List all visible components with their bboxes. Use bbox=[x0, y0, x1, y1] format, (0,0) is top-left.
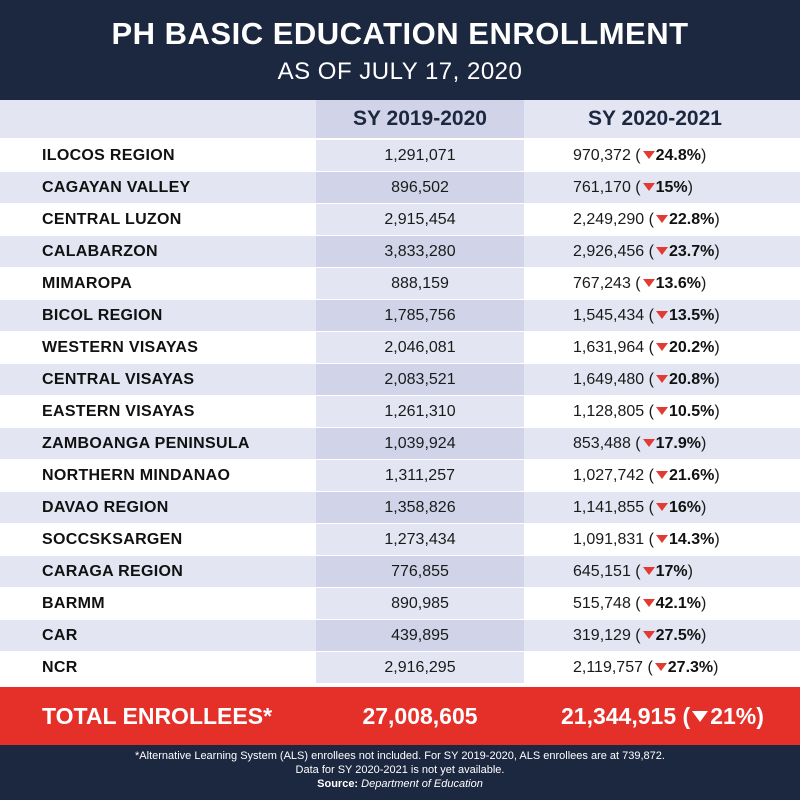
sy2-value: 2,249,290 bbox=[573, 211, 645, 228]
region-name: NCR bbox=[42, 659, 78, 676]
region-name: BARMM bbox=[42, 595, 105, 612]
region-name: DAVAO REGION bbox=[42, 499, 169, 516]
enrollment-sy-2019-2020: 1,273,434 bbox=[384, 531, 456, 548]
percent-change: 14.3% bbox=[668, 531, 715, 548]
total-row bbox=[0, 687, 800, 745]
header-banner bbox=[0, 0, 800, 100]
table-row bbox=[0, 204, 800, 235]
table-row bbox=[0, 396, 800, 427]
percent-change: 27.3% bbox=[667, 659, 714, 676]
percent-change: 17.9% bbox=[655, 435, 701, 452]
enrollment-sy-2020-2021: 2,926,456 ( 23.7%) bbox=[573, 243, 720, 260]
region-name: CENTRAL LUZON bbox=[42, 211, 182, 228]
region-name: CARAGA REGION bbox=[42, 563, 184, 580]
footnote-line-1: *Alternative Learning System (ALS) enrollees not included. For SY 2019-2020, ALS enrollees are at 739,872. bbox=[135, 750, 665, 762]
region-name: ZAMBOANGA PENINSULA bbox=[42, 435, 250, 452]
region-name: CENTRAL VISAYAS bbox=[42, 371, 195, 388]
enrollment-sy-2019-2020: 439,895 bbox=[391, 627, 449, 644]
down-triangle-icon bbox=[692, 711, 708, 722]
percent-change: 15% bbox=[655, 179, 688, 196]
sy2-value: 2,119,757 bbox=[573, 659, 643, 676]
percent-change: 17% bbox=[655, 563, 688, 580]
sy2-value: 1,027,742 bbox=[573, 467, 645, 484]
percent-change: 10.5% bbox=[668, 403, 715, 420]
sy2-value: 853,488 bbox=[573, 435, 631, 452]
enrollment-sy-2019-2020: 896,502 bbox=[391, 179, 449, 196]
down-triangle-icon bbox=[643, 599, 655, 607]
enrollment-sy-2019-2020: 1,261,310 bbox=[384, 403, 456, 420]
sy2-value: 1,141,855 bbox=[573, 499, 645, 516]
total-change: 21% bbox=[710, 703, 757, 729]
region-name: CALABARZON bbox=[42, 243, 158, 260]
enrollment-sy-2019-2020: 1,311,257 bbox=[385, 467, 455, 484]
table-row bbox=[0, 140, 800, 171]
column-header-sy-2019-2020: SY 2019-2020 bbox=[353, 107, 487, 130]
table-row bbox=[0, 428, 800, 459]
sy2-value: 515,748 bbox=[573, 595, 631, 612]
enrollment-sy-2020-2021: 1,141,855 ( 16%) bbox=[573, 499, 707, 516]
enrollment-sy-2020-2021: 1,545,434 ( 13.5%) bbox=[573, 307, 720, 324]
enrollment-sy-2019-2020: 890,985 bbox=[391, 595, 449, 612]
enrollment-sy-2020-2021: 970,372 ( 24.8%) bbox=[573, 147, 707, 164]
enrollment-sy-2020-2021: 645,151 ( 17%) bbox=[573, 563, 693, 580]
enrollment-sy-2019-2020: 1,785,756 bbox=[384, 307, 456, 324]
percent-change: 23.7% bbox=[668, 243, 715, 260]
enrollment-sy-2020-2021: 767,243 ( 13.6%) bbox=[573, 275, 707, 292]
table-row bbox=[0, 556, 800, 587]
sy2-value: 1,128,805 bbox=[573, 403, 645, 420]
down-triangle-icon bbox=[656, 215, 668, 223]
region-name: BICOL REGION bbox=[42, 307, 163, 324]
down-triangle-icon bbox=[643, 183, 655, 191]
percent-change: 16% bbox=[668, 499, 701, 516]
enrollment-sy-2019-2020: 888,159 bbox=[391, 275, 449, 292]
region-name: SOCCSKSARGEN bbox=[42, 531, 183, 548]
enrollment-sy-2020-2021: 1,128,805 ( 10.5%) bbox=[573, 403, 720, 420]
total-sy-2019-2020: 27,008,605 bbox=[362, 703, 478, 729]
percent-change: 42.1% bbox=[655, 595, 701, 612]
enrollment-sy-2020-2021: 1,649,480 ( 20.8%) bbox=[573, 371, 720, 388]
enrollment-sy-2019-2020: 1,291,071 bbox=[384, 147, 456, 164]
enrollment-sy-2020-2021: 515,748 ( 42.1%) bbox=[573, 595, 707, 612]
total-sy2-value: 21,344,915 bbox=[561, 703, 677, 729]
sy2-value: 761,170 bbox=[573, 179, 631, 196]
percent-change: 24.8% bbox=[655, 147, 701, 164]
down-triangle-icon bbox=[656, 471, 668, 479]
sy2-value: 1,545,434 bbox=[573, 307, 645, 324]
region-name: CAGAYAN VALLEY bbox=[42, 179, 191, 196]
enrollment-sy-2020-2021: 761,170 ( 15%) bbox=[573, 179, 693, 196]
sy2-value: 2,926,456 bbox=[573, 243, 645, 260]
table-row bbox=[0, 300, 800, 331]
total-sy-2020-2021: 21,344,915 ( 21%) bbox=[561, 703, 764, 729]
table-row bbox=[0, 268, 800, 299]
enrollment-sy-2020-2021: 1,091,831 ( 14.3%) bbox=[573, 531, 720, 548]
down-triangle-icon bbox=[643, 567, 655, 575]
enrollment-sy-2019-2020: 2,046,081 bbox=[384, 339, 456, 356]
table-row bbox=[0, 588, 800, 619]
region-name: ILOCOS REGION bbox=[42, 147, 175, 164]
enrollment-sy-2019-2020: 776,855 bbox=[391, 563, 449, 580]
footer bbox=[0, 745, 800, 800]
percent-change: 13.5% bbox=[668, 307, 715, 324]
percent-change: 22.8% bbox=[668, 211, 715, 228]
region-name: CAR bbox=[42, 627, 78, 644]
enrollment-sy-2020-2021: 319,129 ( 27.5%) bbox=[573, 627, 707, 644]
enrollment-sy-2019-2020: 3,833,280 bbox=[384, 243, 456, 260]
sy2-value: 1,649,480 bbox=[573, 371, 645, 388]
table-row bbox=[0, 524, 800, 555]
percent-change: 13.6% bbox=[655, 275, 701, 292]
percent-change: 20.2% bbox=[668, 339, 715, 356]
enrollment-sy-2020-2021: 1,027,742 ( 21.6%) bbox=[573, 467, 720, 484]
enrollment-table bbox=[0, 140, 800, 686]
down-triangle-icon bbox=[655, 663, 667, 671]
enrollment-sy-2019-2020: 2,916,295 bbox=[384, 659, 456, 676]
down-triangle-icon bbox=[643, 279, 655, 287]
sy2-value: 1,091,831 bbox=[573, 531, 645, 548]
down-triangle-icon bbox=[656, 311, 668, 319]
table-row bbox=[0, 460, 800, 491]
down-triangle-icon bbox=[643, 151, 655, 159]
percent-change: 21.6% bbox=[668, 467, 715, 484]
region-name: NORTHERN MINDANAO bbox=[42, 467, 231, 484]
percent-change: 20.8% bbox=[668, 371, 715, 388]
table-row bbox=[0, 620, 800, 651]
down-triangle-icon bbox=[656, 503, 668, 511]
enrollment-sy-2019-2020: 2,915,454 bbox=[384, 211, 456, 228]
down-triangle-icon bbox=[643, 439, 655, 447]
region-name: MIMAROPA bbox=[42, 275, 133, 292]
source-value: Department of Education bbox=[361, 778, 483, 790]
source-label: Source: bbox=[317, 778, 359, 790]
table-row bbox=[0, 332, 800, 363]
sy2-value: 1,631,964 bbox=[573, 339, 645, 356]
table-row bbox=[0, 364, 800, 395]
percent-change: 27.5% bbox=[655, 627, 701, 644]
column-header-row bbox=[0, 100, 800, 138]
sy2-value: 970,372 bbox=[573, 147, 631, 164]
down-triangle-icon bbox=[656, 407, 668, 415]
down-triangle-icon bbox=[656, 247, 668, 255]
enrollment-sy-2019-2020: 1,358,826 bbox=[384, 499, 456, 516]
down-triangle-icon bbox=[656, 343, 668, 351]
down-triangle-icon bbox=[656, 535, 668, 543]
enrollment-sy-2020-2021: 2,249,290 ( 22.8%) bbox=[573, 211, 720, 228]
enrollment-sy-2020-2021: 853,488 ( 17.9%) bbox=[573, 435, 707, 452]
enrollment-sy-2020-2021: 2,119,757 ( 27.3%) bbox=[573, 659, 719, 676]
total-label: TOTAL ENROLLEES* bbox=[42, 703, 273, 729]
page-subtitle: AS OF JULY 17, 2020 bbox=[277, 58, 523, 85]
table-row bbox=[0, 172, 800, 203]
sy2-value: 645,151 bbox=[573, 563, 631, 580]
region-name: EASTERN VISAYAS bbox=[42, 403, 195, 420]
enrollment-sy-2019-2020: 2,083,521 bbox=[384, 371, 456, 388]
table-row bbox=[0, 492, 800, 523]
region-name: WESTERN VISAYAS bbox=[42, 339, 199, 356]
sy2-value: 319,129 bbox=[573, 627, 631, 644]
column-header-sy-2020-2021: SY 2020-2021 bbox=[588, 107, 722, 130]
footnote-line-2: Data for SY 2020-2021 is not yet available. bbox=[295, 764, 505, 776]
source-line bbox=[0, 777, 800, 791]
down-triangle-icon bbox=[643, 631, 655, 639]
table-row bbox=[0, 652, 800, 683]
down-triangle-icon bbox=[656, 375, 668, 383]
sy2-value: 767,243 bbox=[573, 275, 631, 292]
enrollment-sy-2020-2021: 1,631,964 ( 20.2%) bbox=[573, 339, 720, 356]
table-row bbox=[0, 236, 800, 267]
page-title: PH BASIC EDUCATION ENROLLMENT bbox=[111, 16, 689, 51]
enrollment-sy-2019-2020: 1,039,924 bbox=[384, 435, 456, 452]
